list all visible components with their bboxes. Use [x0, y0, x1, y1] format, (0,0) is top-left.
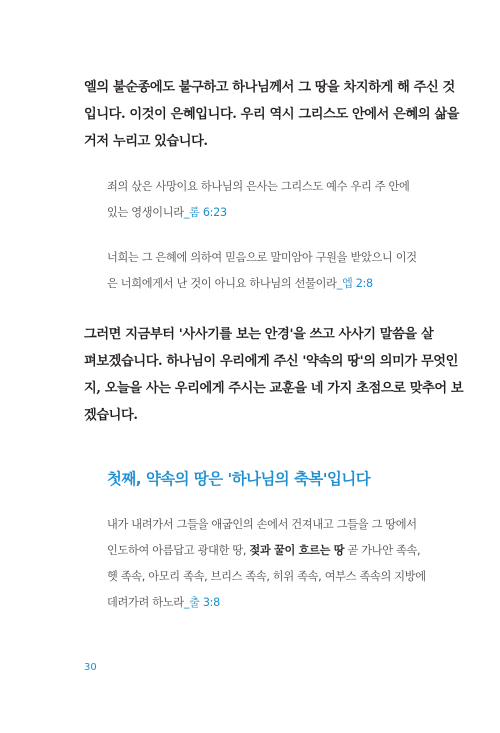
quote-text: 은 너희에게서 난 것이 아니요 하나님의 선물이라: [107, 277, 337, 290]
quote-line: [107, 590, 419, 616]
section-heading: 첫째, 약속의 땅은 '하나님의 축복'입니다: [107, 470, 371, 488]
text-line: 입니다. 이것이 은혜입니다. 우리 역시 그리스도 안에서 은혜의 삶을: [84, 107, 460, 122]
scripture-quote-romans: [107, 174, 419, 226]
scripture-reference: _출 3:8: [183, 596, 220, 609]
text-line: 펴보겠습니다. 하나님이 우리에게 주신 '약속의 땅'의 의미가 무엇인: [84, 354, 458, 369]
quote-line: 죄의 삯은 사망이요 하나님의 은사는 그리스도 예수 우리 주 안에: [107, 180, 410, 193]
scripture-reference: _엡 2:8: [336, 277, 373, 290]
scripture-quote-exodus: [107, 512, 426, 616]
quote-text: 곧 가나안 족속,: [344, 544, 421, 557]
quote-line: [107, 200, 419, 226]
quote-line: [107, 538, 419, 564]
scripture-quote-ephesians: [107, 245, 419, 297]
quote-text: 있는 영생이니라: [107, 206, 184, 219]
quote-line: 헷 족속, 아모리 족속, 브리스 족속, 히위 족속, 여부스 족속의 지방에: [107, 570, 426, 583]
text-line: 지, 오늘을 사는 우리에게 주시는 교훈을 네 가지 초점으로 맞추어 보: [84, 381, 464, 396]
quote-text: 데려가려 하노라: [107, 596, 184, 609]
body-paragraph-2: [84, 321, 464, 429]
text-line: 거저 누리고 있습니다.: [84, 134, 208, 149]
quote-line: 너희는 그 은혜에 의하여 믿음으로 말미암아 구원을 받았으니 이것: [107, 251, 417, 264]
text-line: 엘의 불순종에도 불구하고 하나님께서 그 땅을 차지하게 해 주신 것: [84, 80, 455, 95]
emphasis-text: 젖과 꿀이 흐르는 땅: [249, 544, 345, 557]
scripture-reference: _롬 6:23: [183, 206, 227, 219]
quote-line: [107, 271, 419, 297]
quote-text: 인도하여 아름답고 광대한 땅,: [107, 544, 250, 557]
page-number: 30: [84, 662, 97, 673]
quote-line: 내가 내려가서 그들을 애굽인의 손에서 건져내고 그들을 그 땅에서: [107, 518, 417, 531]
body-paragraph-1: [84, 74, 460, 155]
text-line: 겠습니다.: [84, 408, 138, 423]
text-line: 그러면 지금부터 '사사기를 보는 안경'을 쓰고 사사기 말씀을 살: [84, 327, 434, 342]
